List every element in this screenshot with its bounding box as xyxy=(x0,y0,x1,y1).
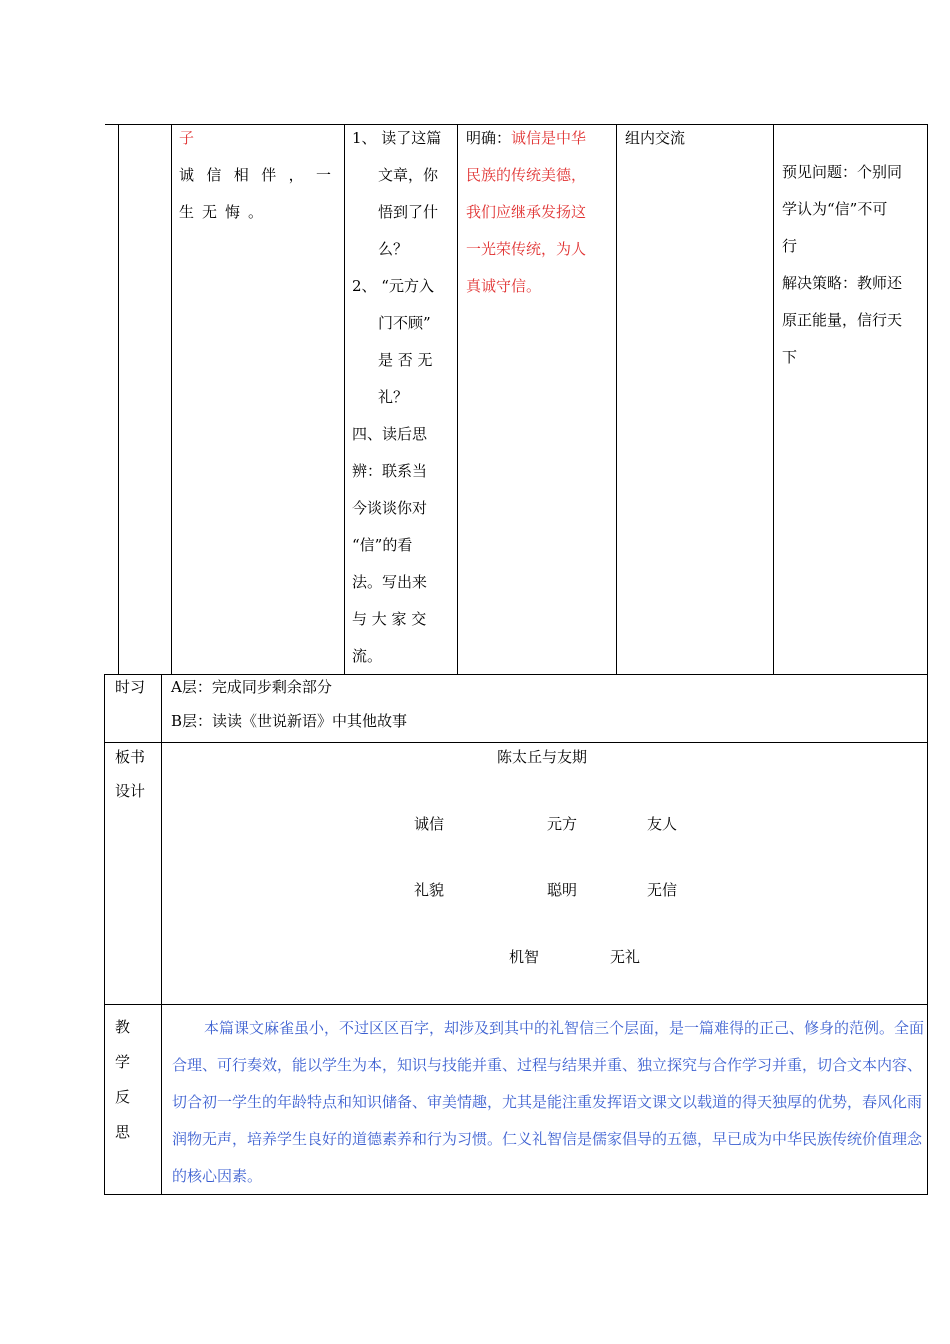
board-word: 无礼 xyxy=(610,948,641,966)
question-line: 法。写出来 xyxy=(352,573,428,591)
board-word: 聪明 xyxy=(547,881,578,899)
question-line: 文章，你 xyxy=(378,166,439,184)
question-line: 与 大 家 交 xyxy=(352,610,427,628)
foresee-cell xyxy=(782,154,924,376)
question-line: 流。 xyxy=(352,647,383,665)
question-line: 1、 读了这篇 xyxy=(352,129,442,147)
question-line: 今谈谈你对 xyxy=(352,499,428,517)
clarify-line: 民族的传统美德， xyxy=(466,166,587,184)
foresee-line: 原正能量，信行天 xyxy=(782,311,903,329)
clarify-text: 诚信是中华 xyxy=(511,129,587,147)
table-line-row3 xyxy=(104,1004,928,1005)
foresee-line: 学认为“信”不可 xyxy=(782,200,888,218)
question-line: 礼？ xyxy=(378,388,409,406)
board-word: 机智 xyxy=(509,948,540,966)
reflection-text: 本篇课文麻雀虽小，不过区区百字，却涉及到其中的礼智信三个层面，是一篇难得的正己、修身的范例。全面合理、可行奏效，能以学生为本，知识与技能并重、过程与结果并重、独立探究与合作学习并重，切合文本内容、切合初一学生的年龄特点和知识储备、审美情趣，尤其是能注重发挥语文课文以载道的得天独厚的优势，春风化雨润物无声，培养学生良好的道德素养和行为习惯。仁义礼智信是儒家倡导的五德，早已成为中华民族传统价值理念的核心因素。 xyxy=(172,1019,925,1185)
board-word: 无信 xyxy=(647,881,678,899)
table-line-col4 xyxy=(457,124,458,674)
clarify-line: 一光荣传统，为人 xyxy=(466,240,587,258)
table-line-col2 xyxy=(171,124,172,674)
reflection-label-char: 学 xyxy=(115,1053,131,1071)
clarify-line: 真诚守信。 xyxy=(466,277,542,295)
table-line-col6 xyxy=(773,124,774,674)
board-word: 诚信 xyxy=(414,815,445,833)
question-line: “信”的看 xyxy=(352,536,413,554)
board-title: 陈太丘与友期 xyxy=(497,748,588,766)
table-line-col3 xyxy=(344,124,345,674)
board-label xyxy=(115,740,145,808)
lesson-text-body: 诚信相伴，一生无悔。 xyxy=(179,166,339,221)
foresee-line: 预见问题：个别同 xyxy=(782,163,903,181)
table-line-col5 xyxy=(616,124,617,674)
homework-cell xyxy=(171,670,407,738)
foresee-line: 解决策略：教师还 xyxy=(782,274,903,292)
homework-line-a: A层：完成同步剩余部分 xyxy=(171,678,332,696)
lesson-text-top: 子 xyxy=(179,129,195,147)
clarify-line: 我们应继承发扬这 xyxy=(466,203,587,221)
reflection-label-char: 教 xyxy=(115,1018,131,1036)
foresee-line: 行 xyxy=(782,237,798,255)
table-line-left-lower xyxy=(104,674,105,1195)
board-word: 礼貌 xyxy=(414,881,445,899)
homework-label: 时习 xyxy=(115,678,146,696)
group-activity: 组内交流 xyxy=(625,129,686,147)
question-line: 是 否 无 xyxy=(378,351,433,369)
table-line-right xyxy=(927,124,928,1195)
clarify-line-first xyxy=(466,120,614,157)
table-line-row2 xyxy=(104,742,928,743)
reflection-label-char: 思 xyxy=(115,1123,131,1141)
question-line: 辨：联系当 xyxy=(352,462,428,480)
questions-cell xyxy=(352,120,452,675)
board-label-line: 设计 xyxy=(115,782,146,800)
question-line: 悟到了什 xyxy=(378,203,439,221)
table-line-left-upper xyxy=(118,124,119,674)
question-line: 么？ xyxy=(378,240,409,258)
question-line: 2、 “元方入 xyxy=(352,277,434,295)
lesson-text-cell xyxy=(179,120,339,231)
clarify-cell xyxy=(466,120,614,305)
reflection-label-char: 反 xyxy=(115,1088,131,1106)
board-word: 元方 xyxy=(547,815,578,833)
foresee-line: 下 xyxy=(782,348,798,366)
table-line-label-col xyxy=(161,674,162,1195)
reflection-label xyxy=(115,1010,130,1150)
clarify-sep: ： xyxy=(496,129,512,147)
question-line: 门不顾” xyxy=(378,314,431,332)
board-word: 友人 xyxy=(647,815,678,833)
board-label-line: 板书 xyxy=(115,748,146,766)
homework-line-b: B层：读读《世说新语》中其他故事 xyxy=(171,712,408,730)
group-cell xyxy=(625,120,765,157)
clarify-label: 明确 xyxy=(466,129,497,147)
question-line: 四、读后思 xyxy=(352,425,428,443)
